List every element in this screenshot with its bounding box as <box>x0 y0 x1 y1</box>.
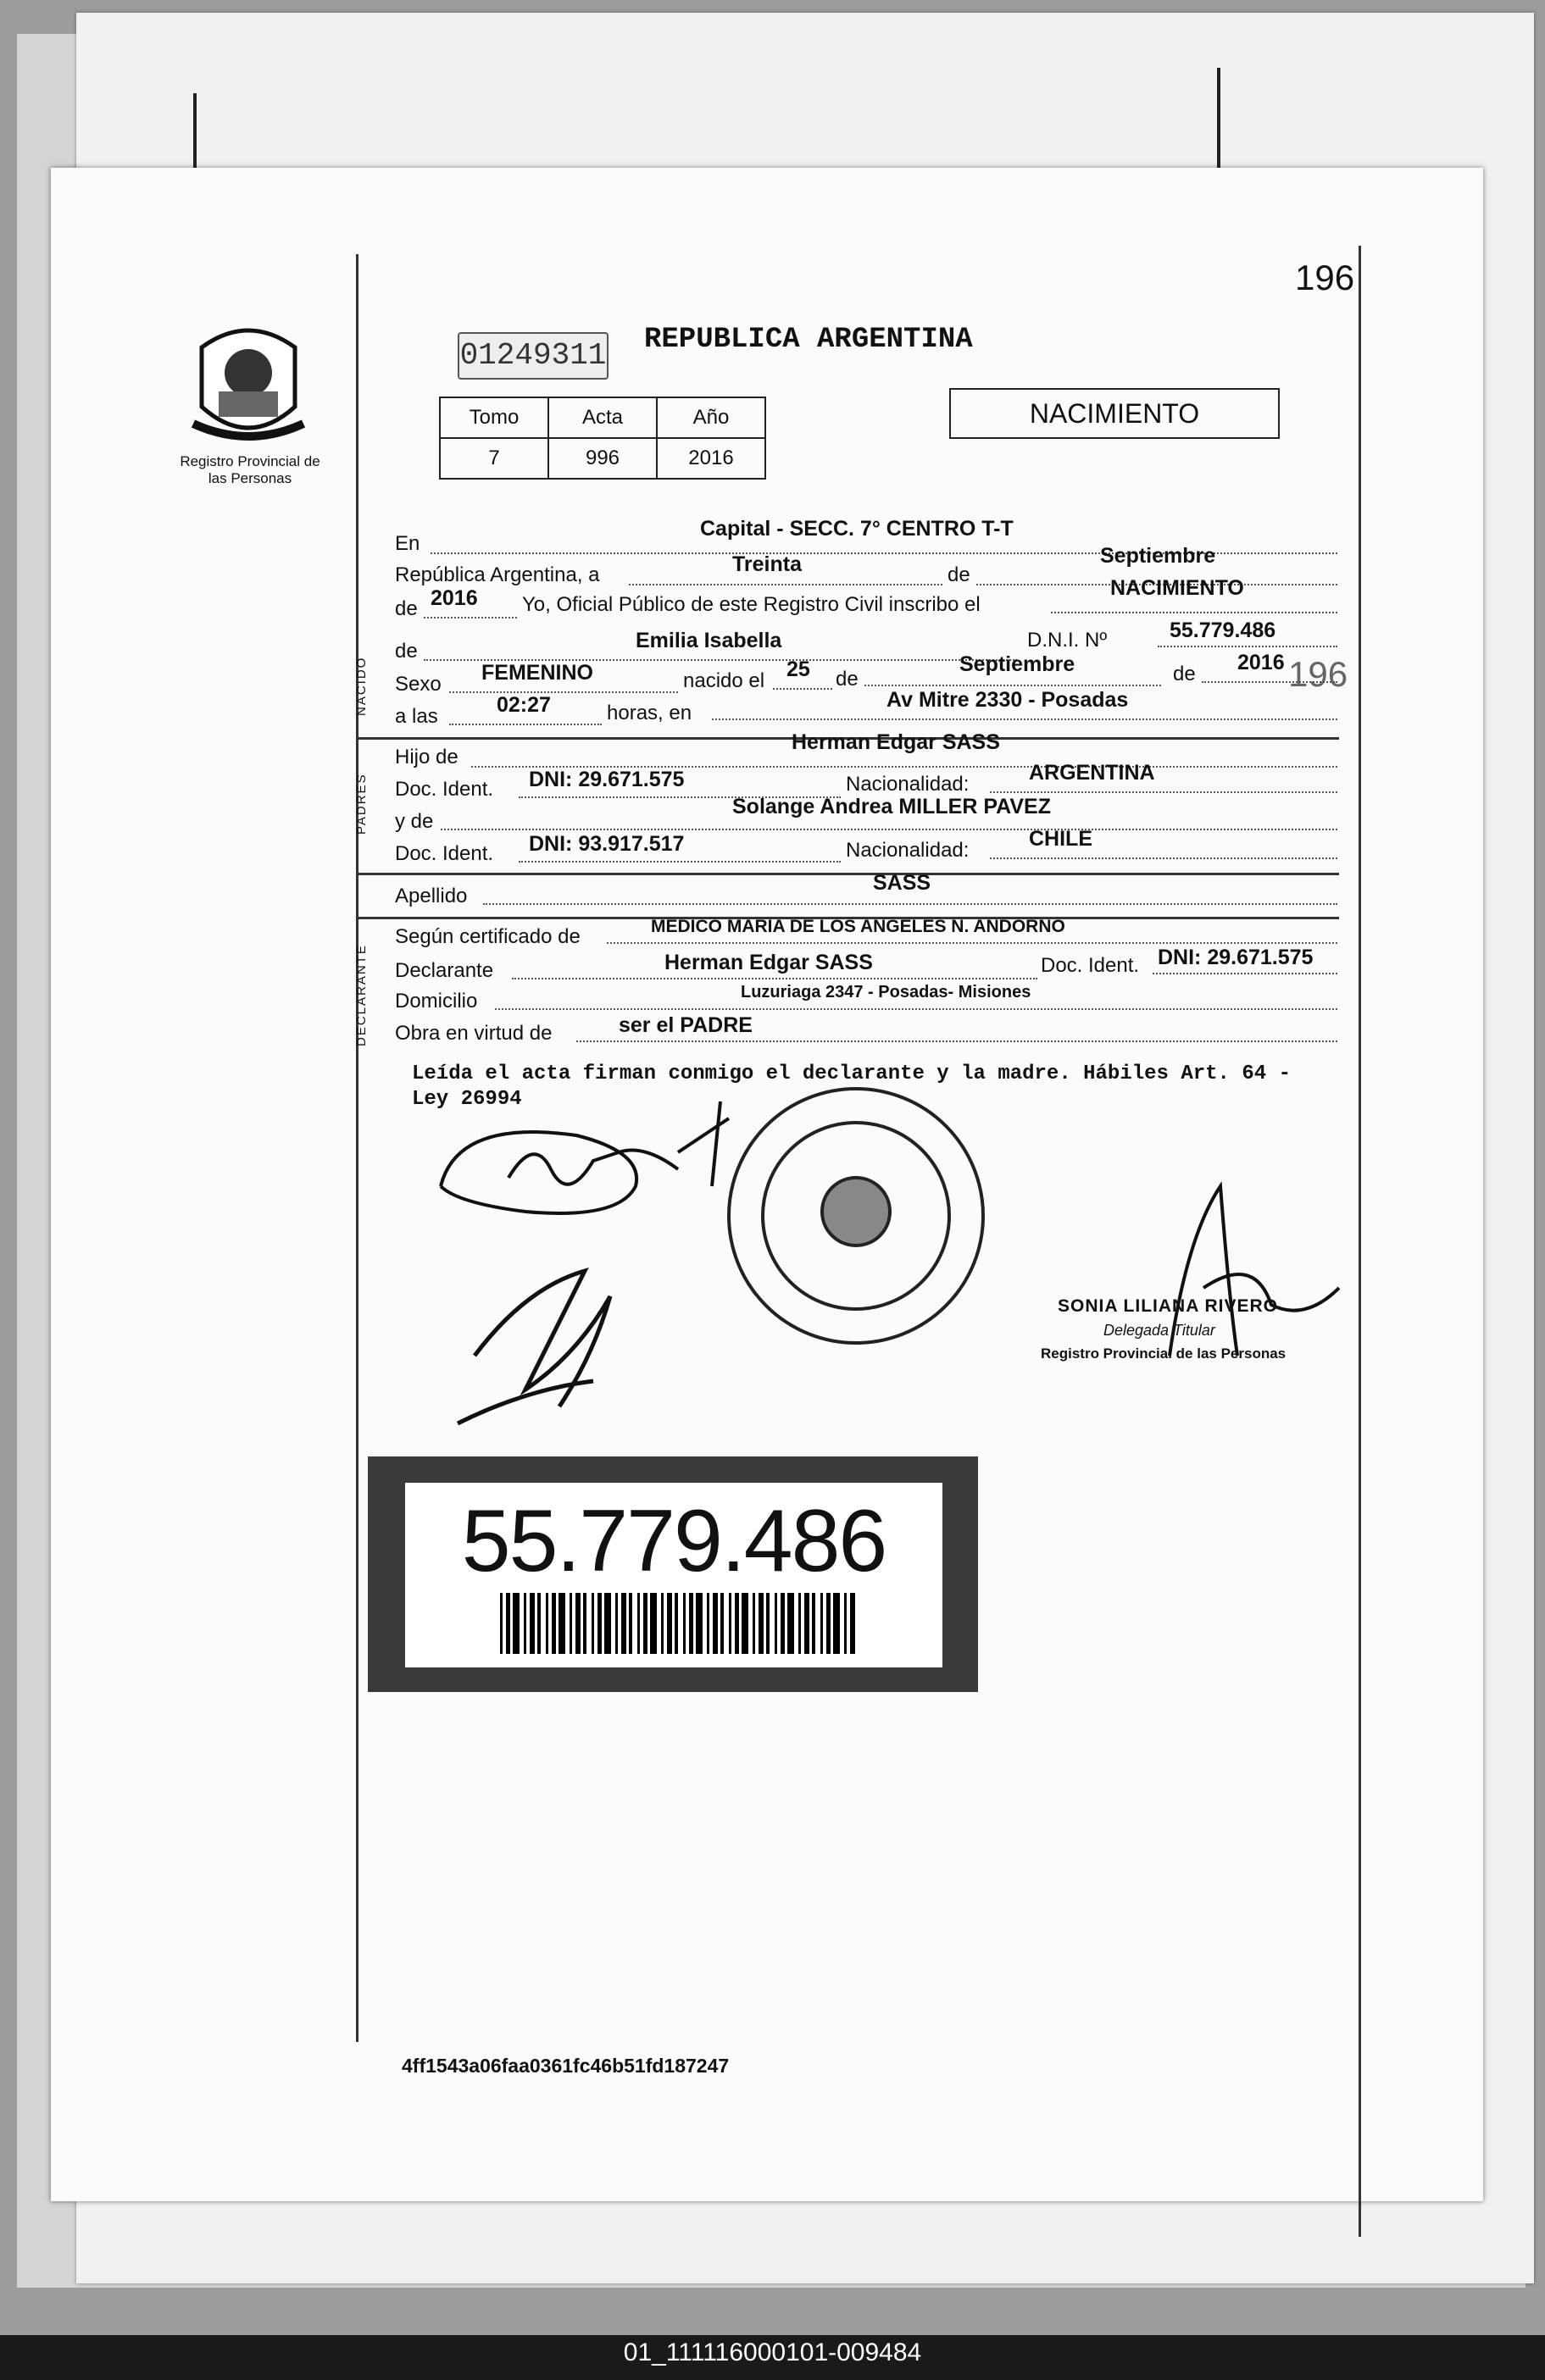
barcode-bar <box>506 1593 510 1654</box>
dotted-line <box>576 1040 1337 1042</box>
value-declarant: Herman Edgar SASS <box>664 951 873 974</box>
label-en: En <box>395 532 420 555</box>
handwritten-signature <box>458 1271 610 1423</box>
official-office: Registro Provincial de las Personas <box>1041 1345 1287 1362</box>
dotted-line <box>495 1008 1337 1010</box>
barcode-bar <box>812 1593 815 1654</box>
barcode-bar <box>604 1593 611 1654</box>
section-declarante: DECLARANTE <box>354 944 369 1046</box>
dotted-line <box>441 829 1337 830</box>
official-title: Delegada Titular <box>1103 1322 1215 1339</box>
barcode-bar <box>683 1593 686 1654</box>
handwritten-signature <box>441 1101 729 1213</box>
dotted-line <box>990 791 1337 793</box>
barcode-bar <box>833 1593 840 1654</box>
label-oficial: Yo, Oficial Público de este Registro Civil inscribo el <box>522 593 981 616</box>
barcode-bar <box>575 1593 581 1654</box>
dotted-line <box>449 724 602 725</box>
official-name: SONIA LILIANA RIVERO <box>1058 1296 1278 1316</box>
label-nacionalidad-2: Nacionalidad: <box>846 839 970 862</box>
barcode-bar <box>629 1593 632 1654</box>
value-father-doc: DNI: 29.671.575 <box>529 768 685 791</box>
label-declarante: Declarante <box>395 959 494 982</box>
label-de-day: de <box>836 668 859 691</box>
barcode-bar <box>559 1593 565 1654</box>
barcode-icon <box>500 1593 856 1654</box>
barcode-bar <box>844 1593 847 1654</box>
file-identifier: 01_111116000101-009484 <box>623 2338 922 2366</box>
value-mother-nationality: CHILE <box>1029 827 1092 851</box>
country-title: REPUBLICA ARGENTINA <box>644 324 973 356</box>
dotted-line <box>712 718 1337 720</box>
label-de-name: de <box>395 640 418 663</box>
dotted-line <box>990 857 1337 859</box>
barcode-bar <box>766 1593 770 1654</box>
barcode-bar <box>661 1593 664 1654</box>
value-inscription: NACIMIENTO <box>1110 576 1244 600</box>
barcode-bar <box>850 1593 855 1654</box>
value-birth-day: 25 <box>786 657 810 681</box>
serial-number: 01249311 <box>458 332 609 380</box>
label-republica: República Argentina, a <box>395 563 600 586</box>
right-margin-line <box>1359 246 1361 2237</box>
barcode-bar <box>735 1593 739 1654</box>
value-time: 02:27 <box>497 693 551 717</box>
barcode-bar <box>713 1593 718 1654</box>
table-header-tomo: Tomo <box>440 397 548 438</box>
dotted-line <box>1202 681 1337 683</box>
dotted-line <box>424 617 517 619</box>
label-de: de <box>948 563 970 586</box>
barcode-bar <box>798 1593 801 1654</box>
barcode-bar <box>530 1593 535 1654</box>
label-doc-ident-3: Doc. Ident. <box>1041 954 1140 977</box>
value-month: Septiembre <box>1100 544 1216 568</box>
dotted-line <box>1158 646 1337 647</box>
label-a-las: a las <box>395 705 438 728</box>
record-type-box: NACIMIENTO <box>949 388 1280 439</box>
value-mother-doc: DNI: 93.917.517 <box>529 832 685 856</box>
barcode-bar <box>707 1593 709 1654</box>
barcode-bar <box>729 1593 731 1654</box>
label-y-de: y de <box>395 810 434 833</box>
value-certificate-by: MEDICO MARIA DE LOS ANGELES N. ANDORNO <box>651 917 1065 936</box>
value-dni: 55.779.486 <box>1170 619 1276 642</box>
barcode-bar <box>615 1593 618 1654</box>
barcode-bar <box>592 1593 594 1654</box>
value-birth-year: 2016 <box>1237 651 1285 674</box>
label-nacionalidad-1: Nacionalidad: <box>846 773 970 796</box>
document-hash: 4ff1543a06faa0361fc46b51fd187247 <box>402 2055 730 2077</box>
barcode-bar <box>696 1593 703 1654</box>
barcode-bar <box>720 1593 724 1654</box>
table-header-ano: Año <box>657 397 765 438</box>
value-address: Luzuriaga 2347 - Posadas- Misiones <box>741 983 1031 1001</box>
province-crest-icon <box>185 322 312 449</box>
value-birth-month: Septiembre <box>959 652 1075 676</box>
dotted-line <box>629 584 942 585</box>
label-horas-en: horas, en <box>607 702 692 724</box>
label-obra-en-virtud: Obra en virtud de <box>395 1022 553 1045</box>
section-nacido: NACIDO <box>354 656 369 716</box>
table-value-tomo: 7 <box>440 438 548 479</box>
dotted-line <box>607 942 1337 944</box>
dotted-line <box>449 691 678 693</box>
stamped-page-number: 196 <box>1288 654 1348 694</box>
barcode-bar <box>804 1593 809 1654</box>
label-dni: D.N.I. Nº <box>1027 629 1108 652</box>
value-father: Herman Edgar SASS <box>792 730 1000 754</box>
label-sexo: Sexo <box>395 673 442 696</box>
value-declarant-doc: DNI: 29.671.575 <box>1158 946 1314 969</box>
value-year: 2016 <box>431 586 478 610</box>
barcode-bar <box>689 1593 693 1654</box>
dotted-line <box>483 903 1337 905</box>
section-divider <box>356 873 1339 875</box>
barcode-bar <box>552 1593 556 1654</box>
barcode-bar <box>820 1593 823 1654</box>
value-surname: SASS <box>873 871 931 895</box>
barcode-bar <box>643 1593 647 1654</box>
barcode-bar <box>742 1593 748 1654</box>
value-sex: FEMENINO <box>481 661 593 685</box>
barcode-bar <box>787 1593 794 1654</box>
closing-statement: Leída el acta firman conmigo el declarante y la madre. Hábiles Art. 64 - Ley 26994 <box>412 1062 1291 1111</box>
barcode-number: 55.779.486 <box>461 1492 886 1590</box>
barcode-bar <box>570 1593 572 1654</box>
dotted-line <box>519 861 841 863</box>
barcode-bar <box>524 1593 526 1654</box>
signatures-and-seal <box>424 1085 1356 1440</box>
barcode-bar <box>753 1593 755 1654</box>
registry-name: Registro Provincial de las Personas <box>180 453 320 486</box>
label-nacido-el: nacido el <box>683 669 765 692</box>
barcode-bar <box>826 1593 831 1654</box>
value-birth-place: Av Mitre 2330 - Posadas <box>886 688 1129 712</box>
barcode-bar <box>775 1593 777 1654</box>
label-apellido: Apellido <box>395 885 468 907</box>
table-value-acta: 996 <box>548 438 657 479</box>
dotted-line <box>1051 612 1337 613</box>
barcode-bar <box>621 1593 626 1654</box>
barcode-bar <box>537 1593 541 1654</box>
dotted-line <box>773 688 832 690</box>
dotted-line <box>864 685 1161 686</box>
left-margin-line <box>356 254 358 2042</box>
official-seal-stamp <box>729 1089 983 1343</box>
label-hijo-de: Hijo de <box>395 746 458 768</box>
table-value-ano: 2016 <box>657 438 765 479</box>
barcode-bar <box>597 1593 602 1654</box>
record-table <box>439 397 766 480</box>
barcode-bar <box>583 1593 586 1654</box>
dotted-line <box>512 978 1037 979</box>
value-name: Emilia Isabella <box>636 629 782 652</box>
label-domicilio: Domicilio <box>395 990 478 1012</box>
label-de-year: de <box>395 597 418 620</box>
dotted-line <box>1153 973 1337 974</box>
barcode-bar <box>513 1593 520 1654</box>
label-de-month: de <box>1173 663 1196 685</box>
value-place: Capital - SECC. 7° CENTRO T-T <box>700 517 1014 541</box>
barcode-bar <box>781 1593 785 1654</box>
value-mother: Solange Andrea MILLER PAVEZ <box>732 795 1051 818</box>
table-header-acta: Acta <box>548 397 657 438</box>
barcode-bar <box>675 1593 678 1654</box>
value-capacity: ser el PADRE <box>619 1013 753 1037</box>
section-padres: PADRES <box>354 773 369 835</box>
page-number: 196 <box>1295 258 1355 297</box>
value-day-word: Treinta <box>732 552 802 576</box>
label-segun-certificado: Según certificado de <box>395 925 581 948</box>
barcode-bar <box>650 1593 657 1654</box>
barcode-bar <box>667 1593 672 1654</box>
label-doc-ident-1: Doc. Ident. <box>395 778 494 801</box>
barcode-bar <box>500 1593 503 1654</box>
barcode-bar <box>759 1593 764 1654</box>
value-father-nationality: ARGENTINA <box>1029 761 1155 785</box>
barcode-bar <box>637 1593 640 1654</box>
label-doc-ident-2: Doc. Ident. <box>395 842 494 865</box>
barcode-bar <box>546 1593 548 1654</box>
